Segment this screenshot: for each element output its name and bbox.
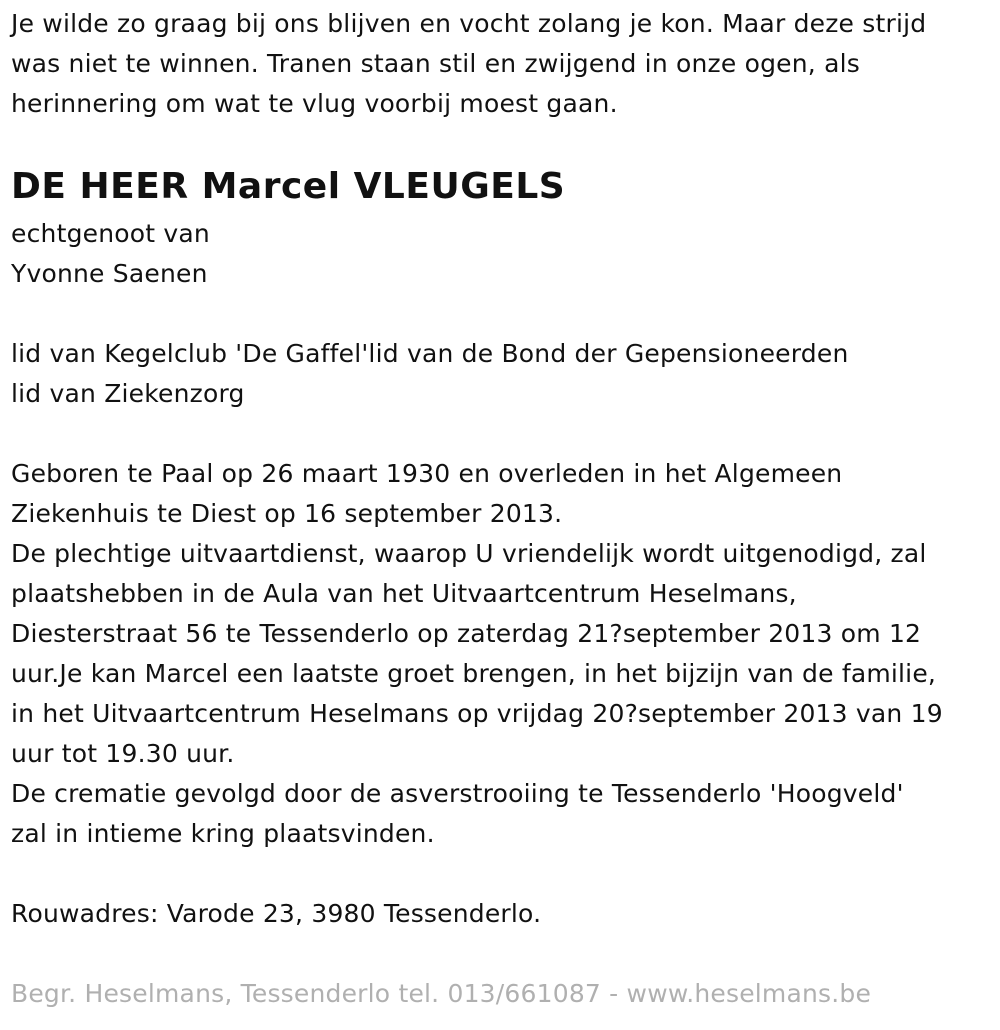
relation-label: echtgenoot van xyxy=(11,219,210,248)
mourning-address: Rouwadres: Varode 23, 3980 Tessenderlo. xyxy=(11,899,542,928)
spacer xyxy=(11,934,991,974)
spouse-block xyxy=(11,214,991,294)
detail-line: Ziekenhuis te Diest op 16 september 2013. xyxy=(11,499,563,528)
spacer xyxy=(11,414,991,454)
detail-line: plaatshebben in de Aula van het Uitvaartcentrum Heselmans, xyxy=(11,579,797,608)
detail-line: De plechtige uitvaartdienst, waarop U vriendelijk wordt uitgenodigd, zal xyxy=(11,539,927,568)
funeral-home-footer: Begr. Heselmans, Tessenderlo tel. 013/661087 - www.heselmans.be xyxy=(11,979,872,1008)
detail-line: Diesterstraat 56 te Tessenderlo op zaterdag 21?september 2013 om 12 xyxy=(11,619,922,648)
intro-line: was niet te winnen. Tranen staan stil en zwijgend in onze ogen, als xyxy=(11,49,860,78)
intro-line: herinnering om wat te vlug voorbij moest gaan. xyxy=(11,89,618,118)
detail-line: uur.Je kan Marcel een laatste groet brengen, in het bijzijn van de familie, xyxy=(11,659,937,688)
intro-poem xyxy=(11,4,991,124)
obituary-notice xyxy=(11,4,991,1014)
detail-line: Geboren te Paal op 26 maart 1930 en overleden in het Algemeen xyxy=(11,459,843,488)
membership-line: lid van Ziekenzorg xyxy=(11,379,245,408)
membership-line: lid van Kegelclub 'De Gaffel'lid van de Bond der Gepensioneerden xyxy=(11,339,849,368)
detail-line: in het Uitvaartcentrum Heselmans op vrijdag 20?september 2013 van 19 xyxy=(11,699,943,728)
spacer xyxy=(11,294,991,334)
spouse-name: Yvonne Saenen xyxy=(11,259,208,288)
deceased-name: DE HEER Marcel VLEUGELS xyxy=(11,166,566,207)
memberships xyxy=(11,334,991,414)
intro-line: Je wilde zo graag bij ons blijven en vocht zolang je kon. Maar deze strijd xyxy=(11,9,927,38)
detail-line: zal in intieme kring plaatsvinden. xyxy=(11,819,435,848)
detail-line: uur tot 19.30 uur. xyxy=(11,739,235,768)
spacer xyxy=(11,854,991,894)
funeral-details xyxy=(11,454,991,854)
detail-line: De crematie gevolgd door de asverstrooiing te Tessenderlo 'Hoogveld' xyxy=(11,779,904,808)
